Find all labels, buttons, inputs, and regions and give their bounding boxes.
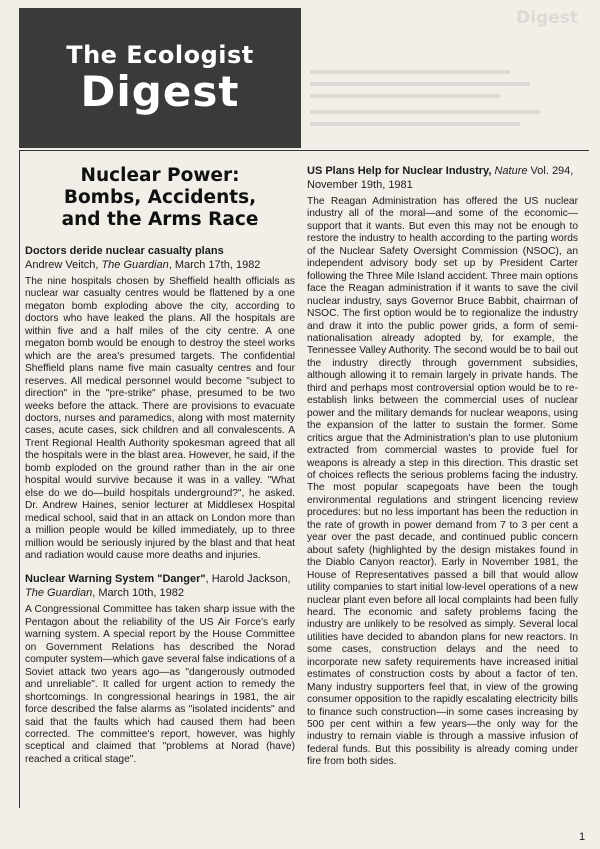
article-date: , March 10th, 1982 xyxy=(92,586,184,599)
article-title: US Plans Help for Nuclear Industry, xyxy=(307,165,495,177)
page-number: 1 xyxy=(579,831,586,843)
article-date: Vol. 294, November 19th, 1981 xyxy=(307,165,574,191)
article-title: Nuclear Warning System "Danger" xyxy=(25,573,206,586)
article-title-line xyxy=(25,573,295,600)
article-body: A Congressional Committee has taken sharp issue with the Pentagon about the reliability of the US Air Force's early warning system. A special report by the House Committee on Government Relations has described the Norad computer system—which gave several false indications of a Soviet attack two years ago—as "dangerously outmoded and unreliable". It called for urgent action to remedy the shortcomings. In congressional hearings in 1981, the air force described the false alarms as "isolated incidents" and said that the faults which had caused them had been corrected. The committee's report, however, was highly sceptical and claimed that "problems at Norad (have) reached a critical stage". xyxy=(25,604,295,765)
facing-page-show-through xyxy=(300,0,600,150)
headline-line-1: Nuclear Power: xyxy=(80,165,240,186)
article-publication: Nature xyxy=(494,165,528,177)
article-title-line xyxy=(307,165,578,192)
article-publication: The Guardian xyxy=(101,258,169,271)
article-us-plans xyxy=(307,165,578,769)
masthead-title: The Ecologist xyxy=(66,41,254,69)
article-doctors-deride xyxy=(25,245,295,562)
headline-line-3: and the Arms Race xyxy=(61,209,259,230)
article-body: The Reagan Administration has offered the US nuclear industry all of the moral—and some of the economic—support that it wants. But even this may not be enough to restore the industry to health according to the parting words of the Nuclear Safety Oversight Commission (NSOC), an independent advisory body set up by President Carter following the Three Mile Island accident. Three main options face the Reagan administration if it wants to save the civil nuclear industry, says Governor Bruce Babbit, chairman of NSOC. The first option would be to regionalize the industry and draw it into the public power grids, a form of semi-nationalisation already adopted by, for example, the Tennessee Valley Authority. The second would be to bail out the industry directly through government subsidies, although allowing it to remain largely in private hands. The third and perhaps most controversial option would be to re-establish links between the commercial uses of nuclear power and the military demands for nuclear weapons, using the expansion of the latter to sustain the former. Some critics argue that the Administration's plan to use plutonium extracted from commercial wastes to provide fuel for weapons is already a step in this direction. This drastic set of choices reflects the serious problems facing the industry. The most popular scapegoats have been the tough environmental regulations and stringent licencing review procedures: but no less important has been the reduction in the rate of growth in power demand from 7 to 3 per cent a year over the past decade, and continued public concern about safety (highlighted by the design mistakes found in the Diablo Canyon reactor). Early in November 1981, the House of Representatives passed a bill that would allow utility companies to start initial low-level operations of a new nuclear plant even before all local complaints had been fully heard. The economic and safety problems facing the industry are unlikely to be resolved as simply. Several local utilities have decided to abandon plans for new reactors. In some cases, construction delays and the need to incorporate new safety requirements have increased initial estimates of construction costs by about a factor of ten. Many industry supporters feel that, in view of the growing consumer opposition to the rapidly escalating electricity bills to finance such construction—in some cases increasing by 500 per cent within a few years—the only way for the industry to remain viable is through a massive infusion of federal funds. But this possibility is already coming under fire from both sides. xyxy=(307,196,578,768)
left-column xyxy=(25,165,295,766)
right-column xyxy=(307,165,578,769)
show-through-text: Digest xyxy=(516,8,578,28)
article-source xyxy=(25,259,295,273)
article-title: Doctors deride nuclear casualty plans xyxy=(25,245,224,257)
article-body: The nine hospitals chosen by Sheffield health officials as nuclear war casualty centres would be flattened by a one megaton bomb exploding above the city, according to doctors who have leaked the plans. All the hospitals are within five and a half miles of the city centre. A one megaton bomb would be enough to destroy the steel works which are the area's presumed targets. The confidential Sheffield plans name five main casualty centres and four reserves. All medical personnel would become "subject to direction" in the "pre-strike" phase, presumed to be two weeks before the attack. There are provisions to evacuate doctors, nurses and paramedics, along with most maternity cases, acute cases, sick children and all convalescents. A Trent Regional Health Authority spokesman agreed that all the hospitals were in the blast area. However, he said, if the bomb exploded on the ground rather than in the air one hospital would survive because it was in a valley. "What else do we do—build hospitals underground?", he asked. Dr. Andrew Haines, senior lecturer at Middlesex Hospital medical school, said that in an attack on London more than a million people would be killed immediately, up to three million would be seriously injured by the blast and that heat and radiation would cause more deaths and injuries. xyxy=(25,276,295,561)
article-nuclear-warning xyxy=(25,573,295,766)
article-author: Andrew Veitch, xyxy=(25,258,102,271)
masthead-subtitle: Digest xyxy=(80,67,240,116)
article-author: , Harold Jackson, xyxy=(205,573,291,586)
masthead xyxy=(19,8,301,148)
article-publication: The Guardian xyxy=(25,586,93,599)
article-date: , March 17th, 1982 xyxy=(168,258,261,271)
headline-line-2: Bombs, Accidents, xyxy=(63,187,257,208)
main-headline xyxy=(25,165,295,231)
